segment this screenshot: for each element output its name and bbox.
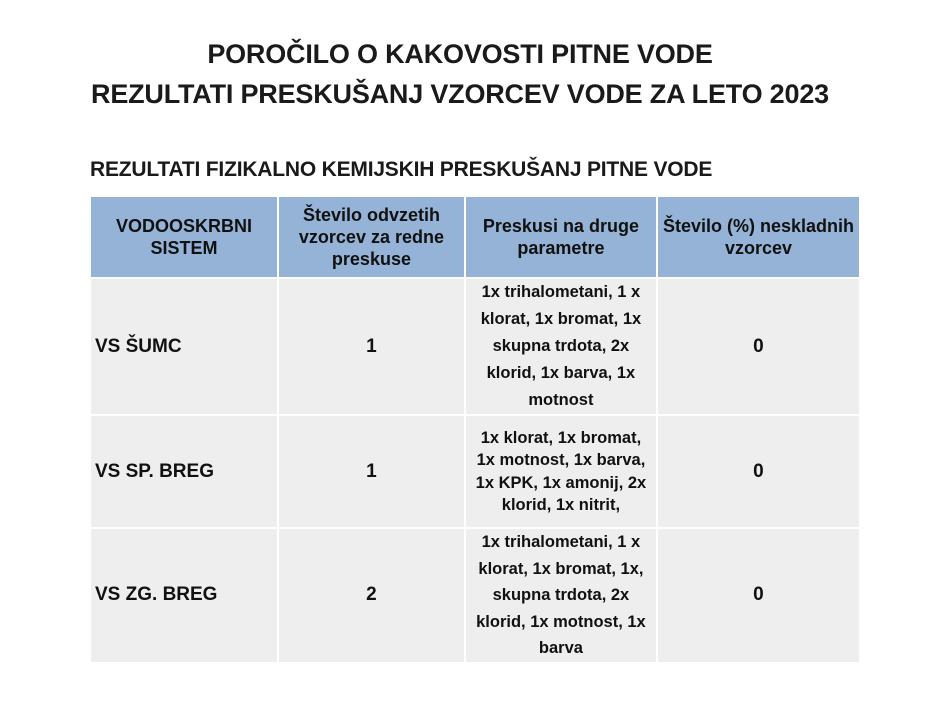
report-title-line1: POROČILO O KAKOVOSTI PITNE VODE [207,39,713,69]
table-header-row [91,197,859,277]
table-row [91,416,859,527]
header-samples: Število odvzetih vzorcev za redne preskuse [279,197,464,277]
cell-noncompliant: 0 [658,416,859,527]
cell-params: 1x trihalometani, 1 x klorat, 1x bromat, 1x, skupna trdota, 2x klorid, 1x motnost, 1x barva [466,529,656,662]
cell-system: VS ZG. BREG [91,529,277,662]
header-system: VODOOSKRBNI SISTEM [91,197,277,277]
cell-samples: 1 [279,416,464,527]
report-title [0,34,920,114]
cell-params: 1x klorat, 1x bromat, 1x motnost, 1x barva, 1x KPK, 1x amonij, 2x klorid, 1x nitrit, [466,416,656,527]
header-other-params: Preskusi na druge parametre [466,197,656,277]
cell-noncompliant: 0 [658,529,859,662]
cell-noncompliant: 0 [658,279,859,414]
cell-system: VS ŠUMC [91,279,277,414]
table-row [91,279,859,414]
section-subtitle: REZULTATI FIZIKALNO KEMIJSKIH PRESKUŠANJ PITNE VODE [90,158,713,181]
cell-system: VS SP. BREG [91,416,277,527]
cell-samples: 1 [279,279,464,414]
cell-params: 1x trihalometani, 1 x klorat, 1x bromat, 1x skupna trdota, 2x klorid, 1x barva, 1x motnost [466,279,656,414]
header-noncompliant: Število (%) neskladnih vzorcev [658,197,859,277]
report-title-line2: REZULTATI PRESKUŠANJ VZORCEV VODE ZA LETO 2023 [91,79,829,109]
cell-samples: 2 [279,529,464,662]
results-table [89,195,861,664]
table-row [91,529,859,662]
